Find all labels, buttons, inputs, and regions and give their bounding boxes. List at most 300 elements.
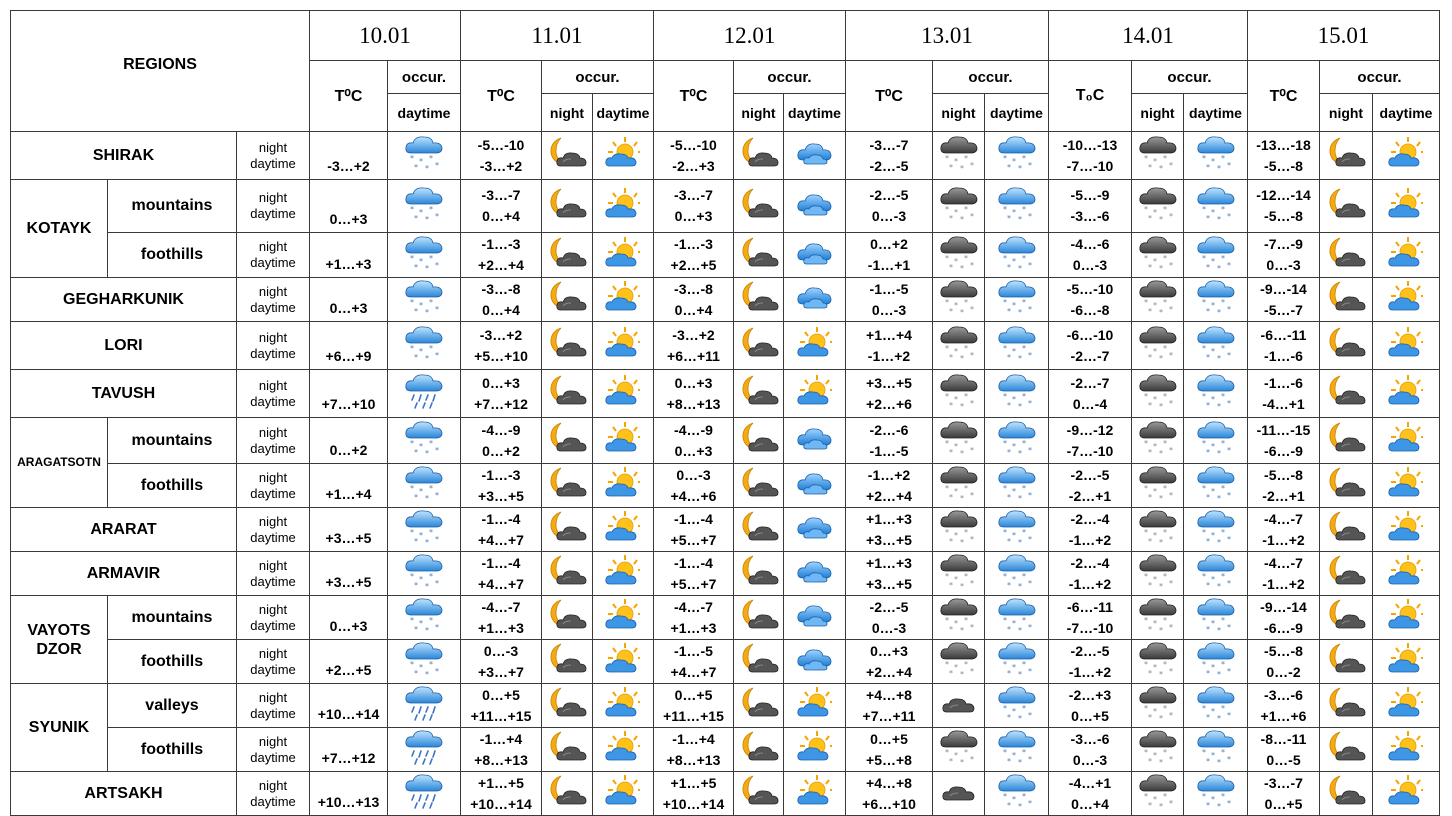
svg-text:*: * [1152,575,1157,584]
weather-icon-cell [784,640,846,684]
svg-text:*: * [410,439,414,448]
daytime-label: daytime [250,299,296,315]
svg-text:*: * [1021,792,1026,801]
svg-text:*: * [953,531,958,540]
daytime-temperature: 0…+3 [674,208,713,224]
temperature-cell [310,233,388,278]
svg-text:*: * [419,347,423,356]
svg-text:*: * [1220,484,1225,493]
cloud-icon [795,282,835,317]
dark-cloud-snow-icon [939,464,979,507]
snow-cloud-icon [997,234,1037,277]
night-daytime-label [237,684,310,728]
svg-text:*: * [425,214,429,223]
svg-text:*: * [1152,395,1157,404]
temperature-cell [846,132,933,180]
dark-cloud-snow-icon [939,234,979,277]
weather-icon-cell [1132,464,1184,508]
night-temperature: -3…-7 [1264,774,1303,791]
temperature-cell [846,552,933,596]
svg-text:*: * [1006,713,1011,722]
daytime-header: daytime [388,94,461,132]
sun-cloud-icon [1388,466,1424,505]
svg-text:*: * [948,669,953,678]
svg-text:*: * [425,308,429,316]
svg-text:*: * [425,354,429,362]
region-row [11,684,1440,728]
svg-text:*: * [1152,619,1157,628]
daytime-temperature: -2…+1 [1068,487,1112,504]
svg-text:*: * [1168,260,1173,270]
temperature-cell [654,728,734,772]
svg-text:*: * [959,670,964,678]
daytime-temperature: +7…+12 [474,395,528,412]
svg-text:*: * [1162,748,1167,757]
svg-text:*: * [419,531,423,540]
dark-cloud-snow-icon [1138,464,1178,507]
weather-icon-cell [1373,464,1440,508]
svg-text:*: * [1011,157,1016,166]
svg-text:*: * [1168,623,1173,632]
svg-text:*: * [1226,579,1231,588]
svg-text:*: * [1152,347,1157,356]
dark-cloud-snow-icon [939,419,979,462]
svg-text:*: * [1220,439,1225,448]
svg-text:*: * [969,623,974,632]
temperature-cell [461,728,542,772]
moon-cloud-icon [547,280,587,319]
weather-icon-cell [1132,132,1184,180]
daytime-temperature: +3…+5 [866,575,912,592]
svg-text:*: * [969,161,974,170]
moon-cloud-icon [739,686,779,725]
night-temperature: 0…+3 [674,374,713,391]
svg-text:*: * [959,449,964,457]
dark-cloud-snow-icon [939,185,979,228]
weather-icon-cell [1132,233,1184,278]
region-row [11,508,1440,552]
svg-text:*: * [953,619,958,628]
svg-text:*: * [1162,704,1167,713]
svg-text:*: * [1027,399,1032,408]
weather-icon-cell [1373,552,1440,596]
temperature-cell [310,728,388,772]
svg-text:*: * [1021,204,1026,214]
night-daytime-label [237,132,310,180]
daytime-temperature: +8…+13 [474,751,528,768]
svg-text:*: * [1168,161,1173,170]
svg-text:*: * [1027,260,1032,270]
sun-cloud-icon [605,374,641,413]
daytime-temperature: +3…+5 [325,574,372,590]
weather-icon-cell [388,464,461,508]
sun-cloud-icon [605,686,641,725]
snow-cloud-icon [404,596,444,639]
weather-icon-cell [1320,464,1373,508]
svg-text:*: * [419,575,423,584]
night-temperature: -2…-7 [1070,374,1110,391]
daytime-temperature: +3…+5 [325,530,372,546]
night-temperature: -1…-3 [481,466,521,483]
night-daytime-label [237,464,310,508]
dark-cloud-snow-icon [1138,596,1178,639]
moon-cloud-icon [1326,280,1366,319]
daytime-temperature: 0…-3 [871,301,907,318]
night-temperature: -9…-14 [1260,598,1307,615]
snow-cloud-icon [404,464,444,507]
svg-text:*: * [1027,711,1032,720]
svg-text:*: * [969,491,974,500]
daytime-temperature: 0…+3 [329,211,368,227]
temperature-cell [310,684,388,728]
svg-text:*: * [1027,579,1032,588]
temp-header: T⁰C [310,61,388,132]
weather-icon-cell [933,278,985,322]
daytime-temperature: 0…+4 [1071,795,1109,812]
weather-icon-cell [1132,418,1184,464]
weather-icon-cell [784,508,846,552]
night-temperature: -1…-4 [674,554,713,571]
svg-text:*: * [969,351,974,360]
svg-text:*: * [1158,402,1163,410]
weather-icon-cell [985,508,1049,552]
svg-text:*: * [1011,619,1016,628]
night-temperature: +1…+3 [866,510,912,527]
temperature-cell [846,596,933,640]
svg-text:*: * [948,163,953,172]
date-header: 13.01 [846,11,1049,61]
svg-text:*: * [1216,582,1221,590]
weather-icon-cell [985,322,1049,370]
night-temperature: 0…+3 [482,374,520,391]
moon-cloud-icon [739,774,779,813]
temperature-cell [654,233,734,278]
temperature-cell [461,596,542,640]
moon-cloud-icon [1326,774,1366,813]
svg-text:*: * [1220,253,1225,263]
daytime-temperature: -6…-9 [1264,619,1303,636]
daytime-temperature: +1…+3 [670,619,717,636]
svg-text:*: * [1011,207,1016,217]
svg-text:*: * [1027,623,1032,632]
svg-text:*: * [1205,353,1210,362]
svg-text:*: * [1168,491,1173,500]
weather-icon-cell [1320,508,1373,552]
daytime-temperature: +4…+7 [478,575,524,592]
temperature-cell [654,596,734,640]
moon-cloud-icon [1326,686,1366,725]
svg-text:*: * [1027,799,1032,808]
temperature-cell [1049,132,1132,180]
night-temperature: 0…+2 [870,236,908,252]
temperature-cell [1049,508,1132,552]
moon-cloud-icon [547,554,587,593]
daytime-temperature: +3…+5 [478,487,524,504]
occur-header: occur. [734,61,846,94]
night-temperature: -1…-3 [674,236,713,252]
svg-text:*: * [1201,616,1206,625]
moon-cloud-icon [1326,326,1366,365]
svg-text:*: * [1021,704,1026,713]
svg-text:*: * [953,256,958,266]
temperature-cell [310,464,388,508]
temperature-cell [461,508,542,552]
daytime-label: daytime [250,485,296,501]
svg-text:*: * [948,262,953,272]
svg-text:*: * [1143,154,1148,163]
sun-cloud-icon [605,236,641,275]
daytime-temperature: 0…+3 [329,618,368,634]
dark-cloud-snow-icon [1138,772,1178,815]
svg-text:*: * [410,528,414,537]
svg-text:*: * [410,204,414,214]
svg-text:*: * [959,538,964,546]
svg-text:*: * [1226,711,1231,720]
sun-cloud-icon [797,326,833,365]
temperature-cell [654,322,734,370]
svg-text:*: * [1027,491,1032,500]
svg-text:*: * [1152,751,1157,760]
svg-text:*: * [1205,448,1210,457]
night-daytime-label [237,233,310,278]
weather-icon-cell [734,640,784,684]
svg-text:*: * [1147,213,1152,223]
night-header: night [542,94,593,132]
weather-icon-cell [542,322,593,370]
daytime-temperature: -1…+2 [1262,575,1305,592]
temperature-cell [1049,233,1132,278]
svg-text:*: * [1143,572,1148,581]
moon-cloud-icon [739,187,779,226]
weather-icon-cell [388,596,461,640]
svg-text:*: * [1017,354,1022,362]
svg-text:*: * [1011,301,1016,310]
weather-icon-cell [593,772,654,816]
svg-text:*: * [1006,307,1011,316]
weather-icon-cell [933,772,985,816]
temperature-cell [654,640,734,684]
svg-text:*: * [1210,347,1215,356]
daytime-temperature: 0…-3 [871,619,907,636]
daytime-label: daytime [250,393,296,409]
weather-icon-cell [933,728,985,772]
svg-text:*: * [1226,351,1231,360]
dark-cloud-snow-icon [1138,640,1178,683]
temperature-cell [461,640,542,684]
daytime-temperature: -1…-5 [869,442,909,459]
night-label: night [258,283,288,299]
weather-icon-cell [985,772,1049,816]
svg-text:*: * [969,211,974,221]
sun-cloud-icon [1388,510,1424,549]
moon-cloud-icon [739,421,779,460]
svg-text:*: * [1143,660,1148,669]
night-temperature: -3…-7 [674,187,713,203]
region-name: SYUNIK [11,684,108,772]
weather-icon-cell [1373,728,1440,772]
svg-text:*: * [1216,402,1221,410]
svg-text:*: * [1152,301,1157,310]
night-temperature: -1…-6 [1264,374,1303,391]
svg-text:*: * [1220,792,1225,801]
svg-text:*: * [1162,439,1167,448]
temp-header: T⁰C [1248,61,1320,132]
sun-cloud-icon [605,730,641,769]
svg-text:*: * [963,528,968,537]
svg-text:*: * [944,616,949,625]
moon-cloud-icon [547,236,587,275]
temperature-cell [461,772,542,816]
daytime-label: daytime [250,345,296,361]
temperature-cell [1248,322,1320,370]
weather-icon-cell [734,132,784,180]
svg-text:*: * [1168,535,1173,544]
svg-text:*: * [1027,305,1032,314]
night-temperature: -1…-4 [481,510,521,527]
snow-cloud-icon [1196,185,1236,228]
snow-cloud-icon [997,640,1037,683]
svg-text:*: * [1226,623,1231,632]
weather-icon-cell [1184,772,1248,816]
weather-icon-cell [985,278,1049,322]
night-temperature: 0…-3 [676,466,711,483]
svg-text:*: * [1143,748,1148,757]
weather-icon-cell [388,684,461,728]
dark-cloud-snow-icon [1138,134,1178,177]
subregion-name: mountains [108,418,237,464]
night-temperature: 0…+5 [674,686,713,703]
daytime-temperature: 0…-3 [871,208,907,224]
daytime-label: daytime [250,749,296,765]
temperature-cell [654,418,734,464]
svg-text:*: * [1147,713,1152,722]
snow-cloud-icon [1196,372,1236,415]
svg-text:*: * [414,625,418,634]
temperature-cell [461,278,542,322]
svg-text:*: * [429,439,433,448]
night-label: night [258,513,288,529]
svg-text:*: * [1201,792,1206,801]
svg-text:*: * [1017,449,1022,457]
snow-cloud-icon [1196,419,1236,462]
svg-text:*: * [1216,308,1221,316]
moon-cloud-icon [739,510,779,549]
svg-text:*: * [1143,204,1148,214]
svg-text:*: * [1168,667,1173,676]
night-label: night [258,777,288,793]
svg-text:*: * [1158,802,1163,810]
subregion-name: foothills [108,728,237,772]
weather-icon-cell [985,418,1049,464]
night-temperature: +1…+4 [866,326,912,343]
weather-icon-cell [1184,370,1248,418]
svg-text:*: * [1021,616,1026,625]
snow-cloud-icon [1196,728,1236,771]
region-name: ARAGATSOTN [11,418,108,508]
moon-cloud-icon [1326,730,1366,769]
svg-text:*: * [953,751,958,760]
snow-cloud-icon [1196,134,1236,177]
svg-text:*: * [963,660,968,669]
sun-cloud-icon [1388,136,1424,175]
daytime-header: daytime [1184,94,1248,132]
daytime-temperature: -7…-10 [1066,157,1114,174]
svg-text:*: * [969,399,974,408]
snow-cloud-icon [404,552,444,595]
weather-icon-cell [1132,370,1184,418]
svg-text:*: * [1143,528,1148,537]
cloud-icon [795,138,835,173]
svg-text:*: * [410,616,414,625]
svg-text:*: * [1143,253,1148,263]
svg-text:*: * [948,307,953,316]
temperature-cell [1049,464,1132,508]
region-name: ARMAVIR [11,552,237,596]
night-header: night [1320,94,1373,132]
night-temperature: 0…+3 [870,642,908,659]
svg-text:*: * [944,439,949,448]
weather-icon-cell [933,464,985,508]
weather-icon-cell [933,418,985,464]
daytime-temperature: -1…+2 [1068,575,1112,592]
daytime-temperature: +10…+13 [317,794,380,810]
weather-icon-cell [784,278,846,322]
svg-text:*: * [953,663,958,672]
temperature-cell [846,370,933,418]
daytime-temperature: -1…+2 [867,347,911,364]
svg-text:*: * [1152,531,1157,540]
svg-text:*: * [425,263,429,272]
svg-text:*: * [944,154,949,163]
daytime-temperature: +6…+10 [862,795,916,812]
svg-text:*: * [1027,161,1032,170]
night-temperature: -3…+2 [479,326,523,343]
moon-cloud-icon [547,686,587,725]
sun-cloud-icon [1388,774,1424,813]
svg-text:*: * [410,660,414,669]
region-row [11,370,1440,418]
temperature-cell [1248,552,1320,596]
temperature-cell [846,278,933,322]
temperature-cell [310,132,388,180]
temperature-cell [1248,684,1320,728]
svg-text:*: * [1201,748,1206,757]
svg-text:*: * [1006,493,1011,502]
night-temperature: -8…-11 [1260,730,1307,747]
moon-cloud-icon [1326,598,1366,637]
night-temperature: +1…+5 [478,774,524,791]
svg-text:*: * [1143,344,1148,353]
svg-text:*: * [425,494,429,502]
svg-text:*: * [953,157,958,166]
weather-icon-cell [933,233,985,278]
weather-icon-cell [784,418,846,464]
night-temperature: -2…+3 [1068,686,1112,703]
temperature-cell [1248,180,1320,233]
sun-cloud-icon [605,642,641,681]
svg-text:*: * [425,538,429,546]
svg-text:*: * [1162,298,1167,307]
svg-text:*: * [1162,660,1167,669]
night-temperature: +4…+8 [866,686,912,703]
svg-text:*: * [1147,757,1152,766]
sun-cloud-icon [1388,554,1424,593]
daytime-temperature: -3…+2 [479,157,523,174]
svg-text:*: * [1021,344,1026,353]
svg-text:*: * [410,572,414,581]
svg-text:*: * [1021,253,1026,263]
weather-icon-cell [1184,322,1248,370]
